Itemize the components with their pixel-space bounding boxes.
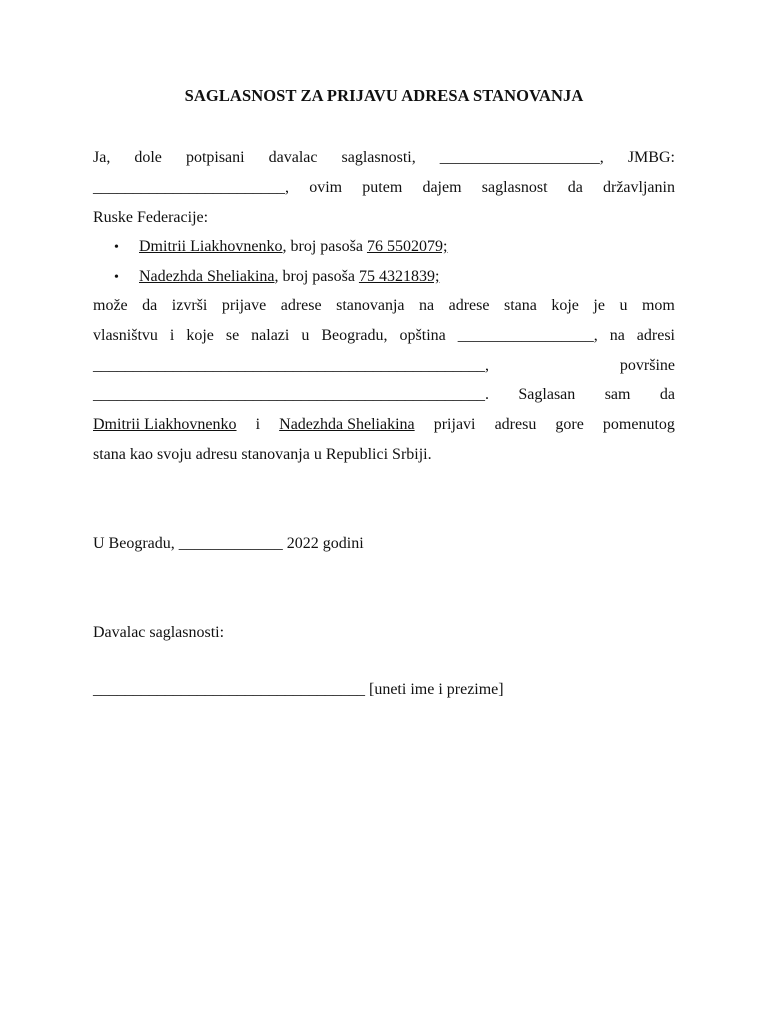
paragraph-line: _________________________________________________. Saglasan sam da <box>93 386 675 403</box>
person-name: Dmitrii Liakhovnenko <box>139 238 283 255</box>
person-name: Dmitrii Liakhovnenko <box>93 416 237 433</box>
paragraph-line: može da izvrši prijave adrese stanovanja na adrese stana koje je u mom <box>93 297 675 314</box>
paragraph-line: Ja, dole potpisani davalac saglasnosti, ____________________, JMBG: <box>93 149 675 166</box>
paragraph-line: _________________________________________________, površine <box>93 357 675 374</box>
bullet-icon: • <box>114 270 119 285</box>
document-title: SAGLASNOST ZA PRIJAVU ADRESA STANOVANJA <box>184 86 584 105</box>
place-date-line: U Beogradu, _____________ 2022 godini <box>93 535 364 552</box>
signer-label: Davalac saglasnosti: <box>93 624 225 641</box>
signature-line: __________________________________ [uneti ime i prezime] <box>93 681 504 698</box>
paragraph-line: Dmitrii Liakhovnenko i Nadezhda Sheliakina prijavi adresu gore pomenutog <box>93 410 675 440</box>
paragraph-line: stana kao svoju adresu stanovanja u Republici Srbiji. <box>93 446 432 463</box>
passport-number: 75 4321839; <box>358 268 440 285</box>
paragraph-line: Ruske Federacije: <box>93 209 209 226</box>
person-name: Nadezhda Sheliakina <box>279 416 415 433</box>
paragraph-line: ________________________, ovim putem dajem saglasnost da državljanin <box>93 179 675 196</box>
list-item-person-2: • Nadezhda Sheliakina, broj pasoša 75 4321839; <box>114 262 439 292</box>
bullet-icon: • <box>114 240 119 255</box>
person-name: Nadezhda Sheliakina <box>139 268 275 285</box>
list-item-person-1: • Dmitrii Liakhovnenko, broj pasoša 76 5502079; <box>114 232 447 262</box>
paragraph-line: vlasništvu i koje se nalazi u Beogradu, opština _________________, na adresi <box>93 327 675 344</box>
passport-number: 76 5502079; <box>366 238 448 255</box>
